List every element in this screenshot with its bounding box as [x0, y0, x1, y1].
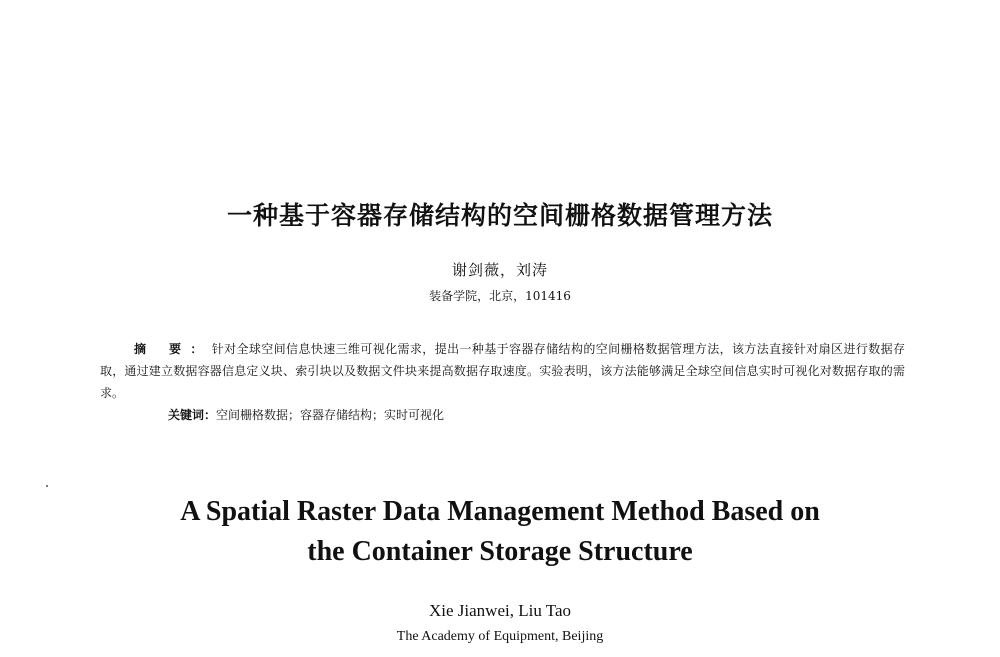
scan-speck [46, 485, 48, 487]
abstract-label: 摘 要： [134, 342, 212, 356]
chinese-affiliation: 装备学院，北京，101416 [429, 289, 571, 303]
chinese-abstract-block [100, 338, 905, 426]
english-affiliation: The Academy of Equipment, Beijing [396, 629, 604, 644]
chinese-authors: 谢剑薇，刘涛 [451, 261, 548, 279]
abstract-paragraph [100, 338, 905, 404]
english-title-line-2: the Container Storage Structure [307, 536, 693, 567]
keywords-line [100, 404, 905, 426]
abstract-text: 针对全球空间信息快速三维可视化需求，提出一种基于容器存储结构的空间栅格数据管理方法，该方法直接针对扇区进行数据存取，通过建立数据容器信息定义块、索引块以及数据文件块来提高数据存取速度。实验表明，该方法能够满足全球空间信息实时可视化对数据存取的需求。 [100, 342, 905, 400]
english-authors: Xie Jianwei, Liu Tao [428, 601, 572, 620]
english-title-line-1: A Spatial Raster Data Management Method Based on [180, 496, 820, 527]
chinese-title: 一种基于容器存储结构的空间栅格数据管理方法 [226, 201, 773, 230]
keywords-label: 关键词： [168, 408, 217, 422]
keywords-text: 空间栅格数据；容器存储结构；实时可视化 [216, 408, 445, 422]
english-title [0, 492, 1000, 572]
